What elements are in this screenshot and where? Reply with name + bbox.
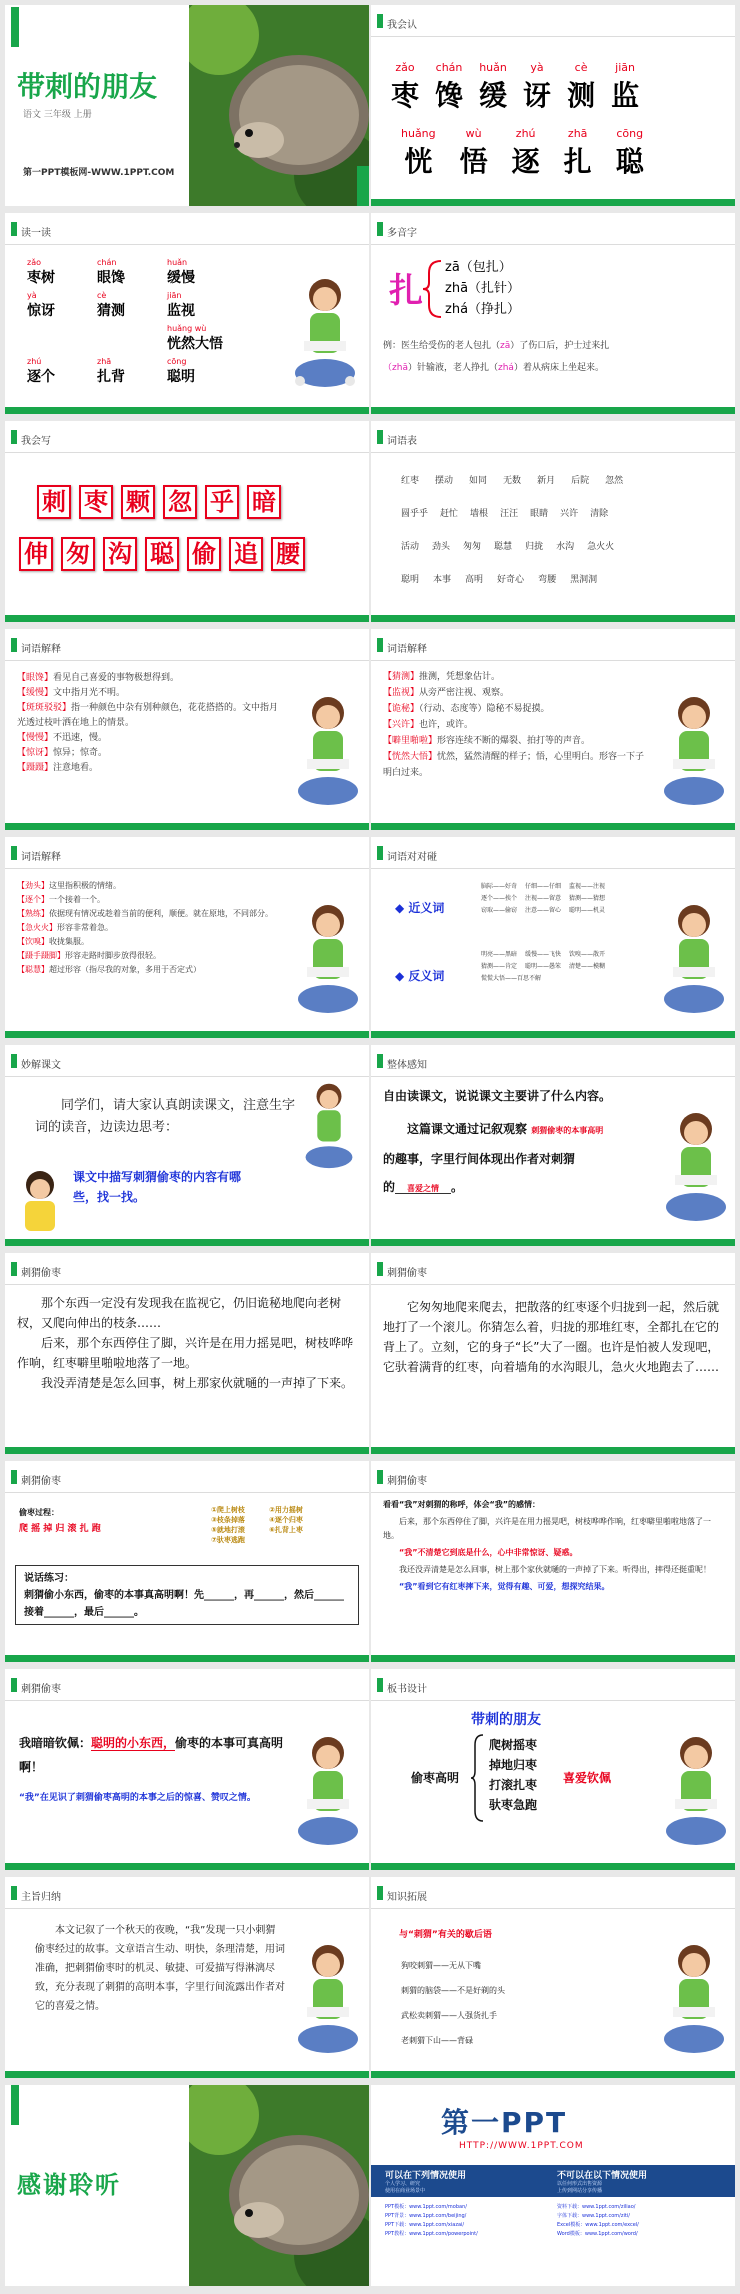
slide-header: 我会写 bbox=[21, 436, 51, 447]
slide-write bbox=[5, 421, 369, 622]
slide-header: 刺猬偷枣 bbox=[387, 1476, 427, 1487]
theme-text: 本文记叙了一个秋天的夜晚，“我”发现一只小刺猬偷枣经过的故事。文章语言生动、明快，条理清楚，用词准确，把刺猬偷枣时的机灵、敏捷、可爱描写得淋漓尽致，充分表现了刺猬的高明本事，字里行间流露出作者对它的喜爱之情。 bbox=[35, 1925, 285, 2012]
synonym-label: ◆ 近义词 bbox=[395, 901, 445, 915]
cover-title: 带刺的朋友 bbox=[17, 70, 158, 103]
practice-box: 说话练习： 刺猬偷小东西，偷枣的本事真高明啊！先______，再______，然后______接着______，最后______。 bbox=[15, 1565, 359, 1625]
girl-illustration bbox=[661, 1107, 731, 1235]
slide-header: 词语解释 bbox=[21, 644, 61, 655]
slide-header: 词语解释 bbox=[387, 644, 427, 655]
slide-copyright bbox=[371, 2085, 735, 2286]
slide-theme bbox=[5, 1877, 369, 2078]
explain-list: 【劲头】这里指积极的情绪。 【逐个】一个接着一个。 【熟练】依据现有情况或趁着当前的便利，顺便。就在原地，不同部分。 【急火火】形容非常着急。 【饮嗅】收拢集服。 【蹑手蹑脚】形容走路时脚步放得很轻。 【聪慧】超过形容（指尽我的对象，多用于否定式） bbox=[17, 881, 273, 974]
slide-header: 读一读 bbox=[21, 228, 51, 239]
slide-header: 词语表 bbox=[387, 436, 417, 447]
slide-reading bbox=[5, 1045, 369, 1246]
board-right: 喜爱钦佩 bbox=[563, 1771, 612, 1785]
char-row-2: huǎng 恍 wù 悟 zhú 逐 zhā 扎 cōng 聪 bbox=[401, 127, 644, 178]
slide-steal-2 bbox=[371, 1253, 735, 1454]
slide-recognize bbox=[371, 5, 735, 206]
link-list-2: 资料下载：www.1ppt.com/ziliao/ 字体下载：www.1ppt.com/ziti/ Excel模板：www.1ppt.com/excel/ Word模板：www.1ppt.com/word/ bbox=[557, 2204, 639, 2237]
slide-header: 词语对对碰 bbox=[387, 852, 437, 863]
extend-list: 狗咬刺猬——无从下嘴 刺猬的脑袋——不是好剃的头 武松卖刺猬——人强货扎手 老刺猬下山——背碌 bbox=[401, 1961, 505, 2045]
overview-question: 自由读课文，说说课文主要讲了什么内容。 bbox=[383, 1089, 612, 1103]
process-steps: 爬 摇 掉 归 滚 扎 跑 bbox=[19, 1524, 101, 1534]
girl-illustration bbox=[293, 1731, 363, 1859]
wordlist-grid: 红枣 摆动 如同 无数 新月 后院 忽然 圆乎乎 赶忙 墙根 汪汪 眼睛 兴许 清除 活动 劲头 匆匆 聪慧 归拢 水沟 急火火 聪明 本事 高明 好奇心 弯腰 黑洞洞 bbox=[401, 476, 624, 585]
slide-header: 多音字 bbox=[387, 228, 417, 239]
slide-steal-4 bbox=[371, 1461, 735, 1662]
girl-illustration bbox=[293, 1939, 363, 2067]
girl-illustration bbox=[290, 273, 360, 401]
explain-list: 【猜测】推测，凭想象估计。 【监视】从旁严密注视、观察。 【诡秘】（行动、态度等）隐秘不易捉摸。 【兴许】也许，或许。 【噼里啪啦】形容连续不断的爆裂、拍打等的声音。 【恍然大悟】忧然，猛然清醒的样子；悟，心里明白。形容一下子明白过来。 bbox=[383, 672, 645, 778]
slide-overview bbox=[371, 1045, 735, 1246]
slide-header: 刺猬偷枣 bbox=[21, 1268, 61, 1279]
ppt-url: HTTP://WWW.1PPT.COM bbox=[459, 2141, 584, 2151]
steal-analysis: 后来，那个东西停住了脚，兴许是在用力摇晃吧，树枝哗哗作响，红枣噼里啪啦地落了一地。 “我”不清楚它到底是什么，心中非常惊讶、疑惑。 我还没弄清楚是怎么回事，树上那个家伙就嗵的一声掉了下来。听得出，摔得还挺重呢！ “我”看到它有红枣摔下来，觉得有趣、可爱，想探究结果。 bbox=[383, 1517, 711, 1591]
slide-steal-5 bbox=[5, 1669, 369, 1870]
board-left: 偷枣高明 bbox=[411, 1771, 460, 1785]
girl-illustration bbox=[659, 899, 729, 1027]
cover-meta: 语文 三年级 上册 bbox=[23, 110, 92, 120]
slide-extend bbox=[371, 1877, 735, 2078]
antonym-pairs: 明亮——黑暗 缓慢——飞快 饮嗅——散开 猜测——肯定 聪明——愚笨 清楚——模糊 慌慌大悟——百思不解 bbox=[481, 951, 606, 982]
char-row-1: zǎo 枣 chán 馋 huǎn 缓 yà 讶 cè 测 jiān 监 bbox=[391, 61, 640, 112]
write-row-1: 刺 枣 颗 忽 乎 暗 bbox=[37, 485, 289, 519]
hedgehog-photo bbox=[189, 5, 369, 206]
slide-header: 我会认 bbox=[387, 20, 417, 31]
girl-illustration bbox=[661, 1731, 731, 1859]
slide-explain-3 bbox=[5, 837, 369, 1038]
slide-steal-3 bbox=[5, 1461, 369, 1662]
slide-header: 刺猬偷枣 bbox=[387, 1268, 427, 1279]
slide-header: 主旨归纳 bbox=[21, 1892, 61, 1903]
slide-header: 知识拓展 bbox=[387, 1892, 427, 1903]
reading-prompt: 同学们，请大家认真朗读课文，注意生字词的读音，边读边思考： bbox=[35, 1098, 296, 1135]
slide-header: 板书设计 bbox=[387, 1684, 427, 1695]
slide-header: 妙解课文 bbox=[21, 1060, 61, 1071]
ppt-logo: 第一PPT bbox=[441, 2106, 568, 2139]
process-tags: ①爬上树枝 ②用力摇树 ③枝条掉落 ④逐个归枣 ⑤就地打滚 ⑥扎背上枣 ⑦驮枣逃跑 bbox=[211, 1506, 303, 1544]
synonym-pairs: 脑际——好奇 仔细——仔细 监视——注视 逐个——挨个 注视——留意 猜测——猜想 窃取——偷窃 注意——留心 聪明——机灵 bbox=[481, 883, 606, 914]
steal-text: 那个东西一定没有发现我在监视它，仍旧诡秘地爬向老树杈，又爬向伸出的枝条…… 后来，那个东西停住了脚，兴许是在用力摇晃吧，树枝哗哗作响，红枣噼里啪啦地落了一地。 我没弄清楚是怎么回事，树上那家伙就嗵的一声掉了下来。 bbox=[17, 1296, 354, 1390]
slide-thanks bbox=[5, 2085, 369, 2286]
slide-header: 整体感知 bbox=[387, 1060, 427, 1071]
slide-explain-1 bbox=[5, 629, 369, 830]
brace-icon bbox=[471, 1733, 485, 1823]
slide-header: 刺猬偷枣 bbox=[21, 1476, 61, 1487]
slide-read bbox=[5, 213, 369, 414]
board-mid: 爬树摇枣 掉地归枣 打滚扎枣 驮枣急跑 bbox=[489, 1738, 538, 1812]
thanks-title: 感谢聆听 bbox=[17, 2171, 121, 2199]
slide-header: 词语解释 bbox=[21, 852, 61, 863]
admire-line: 我暗暗钦佩：聪明的小东西，偷枣的本事可真高明啊！ bbox=[19, 1736, 284, 1774]
overview-answer: 这篇课文通过记叙观察 刺猬偷枣的本事高明 的趣事，字里行间体现出作者对刺猬 的 喜爱之情 。 bbox=[383, 1122, 604, 1194]
readings: zā（包扎） zhā（扎针） zhá（挣扎） bbox=[445, 260, 521, 317]
antonym-label: ◆ 反义词 bbox=[395, 969, 445, 983]
girl-illustration bbox=[301, 1079, 357, 1179]
link-list-1: PPT模板：www.1ppt.com/moban/ PPT背景：www.1ppt.com/beijing/ PPT下载：www.1ppt.com/xiazai/ PPT教程：www.1ppt.com/powerpoint/ bbox=[385, 2204, 478, 2237]
girl-illustration bbox=[293, 691, 363, 819]
extend-subtitle: 与“刺猬”有关的歇后语 bbox=[399, 1930, 492, 1940]
slide-steal-1 bbox=[5, 1253, 369, 1454]
copyright-band: 可以在下列情况使用 不可以在以下情况使用 个人学习、研究 使用在商业场景中 以任何形式出售资源 上传到网站分享传播 bbox=[371, 2165, 735, 2197]
word-grid: zǎo 枣树 chán 眼馋 huǎn 缓慢 yà 惊讶 cè 猜测 jiān 监视 huǎng wù 恍然大悟 zhú 逐个 zhā 扎背 cōng 聪明 bbox=[27, 258, 223, 385]
reading-question: 课文中描写刺猬偷枣的内容有哪些，找一找。 bbox=[73, 1170, 242, 1204]
admire-note: “我”在见识了刺猬偷枣高明的本事之后的惊喜、赞叹之情。 bbox=[19, 1793, 256, 1803]
slide-wordlist bbox=[371, 421, 735, 622]
slide-polyphone bbox=[371, 213, 735, 414]
slide-board bbox=[371, 1669, 735, 1870]
brace-icon bbox=[423, 259, 443, 319]
girl-illustration bbox=[659, 691, 729, 819]
girl-illustration bbox=[293, 899, 363, 1027]
cover-site: 第一PPT模板网-WWW.1PPT.COM bbox=[23, 168, 175, 178]
explain-list: 【眼馋】看见自己喜爱的事物极想得到。 【缓慢】文中指月光不明。 【斑斑驳驳】指一种颜色中杂有别种颜色，花花搭搭的。文中指月光透过枝叶洒在地上的情景。 【慢慢】不迅速，慢。 【惊讶】惊异；惊奇。 【蹑蹑】注意地看。 bbox=[17, 673, 279, 773]
poly-char: 扎 bbox=[389, 271, 423, 311]
write-row-2: 伸 匆 沟 聪 偷 追 腰 bbox=[19, 537, 313, 571]
steal-text: 它匆匆地爬来爬去，把散落的红枣逐个归拢到一起，然后就地打了一个滚儿。你猜怎么着，归拢的那堆红枣，全都扎在它的背上了。立刻，它的身子“长”大了一圈。也许是怕被人发现吧，它驮着满背的红枣，向着墙角的水沟眼儿，急火火地跑去了…… bbox=[383, 1300, 720, 1374]
process-label: 偷枣过程： bbox=[19, 1508, 59, 1517]
hedgehog-photo bbox=[189, 2085, 369, 2286]
slide-cover bbox=[5, 5, 369, 206]
slide-pairs bbox=[371, 837, 735, 1038]
child-illustration bbox=[13, 1167, 67, 1239]
poly-example: 例：医生给受伤的老人包扎（zā）了伤口后，护士过来扎 （zhā）针输液，老人挣扎（zhá）着从病床上坐起来。 bbox=[383, 341, 610, 373]
board-title: 带刺的朋友 bbox=[471, 1712, 541, 1728]
slide-explain-2 bbox=[371, 629, 735, 830]
slide-header: 刺猬偷枣 bbox=[21, 1684, 61, 1695]
steal-question: 看看“我”对刺猬的称呼，体会“我”的感情： bbox=[383, 1500, 541, 1509]
girl-illustration bbox=[659, 1939, 729, 2067]
